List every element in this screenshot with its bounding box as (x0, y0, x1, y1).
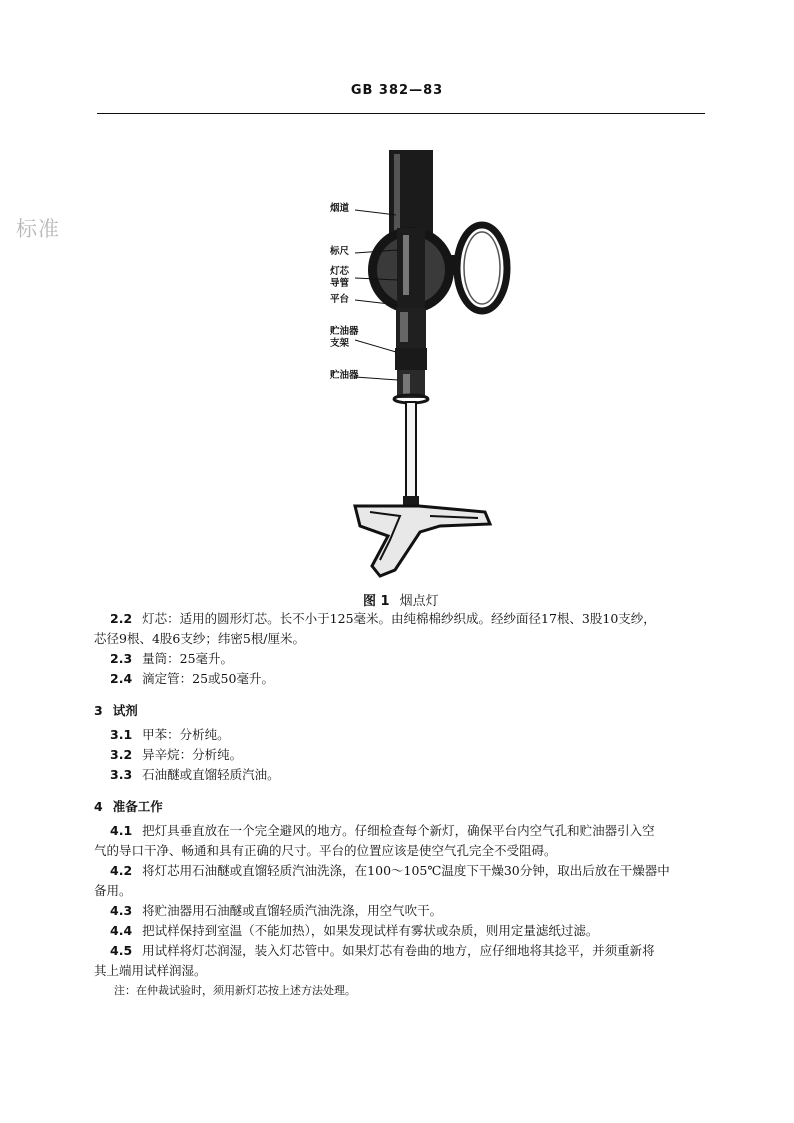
item-4-2 (94, 861, 718, 881)
item-number: 3.1 (110, 727, 133, 742)
item-text: 把灯具垂直放在一个完全避风的地方。仔细检查每个新灯，确保平台内空气孔和贮油器引入空 (142, 823, 655, 838)
item-3-2 (94, 745, 718, 765)
item-text: 量筒：25毫升。 (142, 651, 234, 666)
smoke-point-lamp-figure (300, 140, 540, 595)
item-number: 4.4 (110, 923, 133, 938)
figure-caption (363, 590, 439, 609)
item-4-5-continued: 其上端用试样润湿。 (94, 963, 207, 978)
item-text: 异辛烷：分析纯。 (142, 747, 243, 762)
item-2-3 (94, 649, 718, 669)
item-number: 3.3 (110, 767, 133, 782)
reservoir-support-shape (395, 348, 427, 370)
item-text: 甲苯：分析纯。 (142, 727, 230, 742)
item-number: 2.3 (110, 651, 133, 666)
label-scale: 标尺 (330, 246, 350, 257)
note: 注：在仲裁试验时，须用新灯芯按上述方法处理。 (114, 984, 356, 997)
stand-rod (406, 402, 416, 498)
item-number: 4.1 (110, 823, 133, 838)
label-reservoir-support: 贮油器 支架 (330, 326, 359, 349)
section-title: 准备工作 (112, 799, 163, 814)
item-text: 将贮油器用石油醚或直馏轻质汽油洗涤，用空气吹干。 (142, 903, 443, 918)
item-2-2-continued: 芯径9根、4股6支纱；纬密5根/厘米。 (94, 631, 306, 646)
figure-caption-text: 烟点灯 (399, 594, 439, 609)
header-rule (97, 113, 705, 114)
item-number: 4.5 (110, 943, 133, 958)
item-text: 将灯芯用石油醚或直馏轻质汽油洗涤，在100～105℃温度下干燥30分钟，取出后放在干燥器中 (142, 863, 670, 878)
item-number: 4.2 (110, 863, 133, 878)
item-3-3 (94, 765, 718, 785)
section-number: 3 (94, 703, 103, 718)
item-4-5 (94, 941, 718, 961)
watermark-stamp: 标准 (16, 217, 60, 241)
item-number: 4.3 (110, 903, 133, 918)
item-3-1 (94, 725, 718, 745)
item-4-2-continued: 备用。 (94, 883, 132, 898)
section-4-heading (94, 797, 718, 817)
section-3-heading (94, 701, 718, 721)
item-text: 用试样将灯芯润湿，装入灯芯管中。如果灯芯有卷曲的地方，应仔细地将其捻平，并须重新将 (142, 943, 655, 958)
item-text: 灯芯：适用的圆形灯芯。长不小于125毫米。由纯棉棉纱织成。经纱面径17根、3股10支纱， (142, 611, 656, 626)
item-4-4 (94, 921, 718, 941)
item-number: 2.2 (110, 611, 133, 626)
item-4-3 (94, 901, 718, 921)
section-number: 4 (94, 799, 103, 814)
tripod-base (355, 506, 490, 576)
item-number: 2.4 (110, 671, 133, 686)
item-4-1-continued: 气的导口干净、畅通和具有正确的尺寸。平台的位置应该是使空气孔完全不受阻碍。 (94, 843, 557, 858)
item-number: 3.2 (110, 747, 133, 762)
section-title: 试剂 (112, 703, 138, 718)
figure-caption-number: 图 1 (363, 594, 390, 609)
item-text: 把试样保持到室温（不能加热），如果发现试样有雾状或杂质，则用定量滤纸过滤。 (142, 923, 599, 938)
standard-number-header: GB 382—83 (350, 83, 444, 98)
label-reservoir: 贮油器 (330, 370, 359, 381)
label-chimney: 烟道 (330, 203, 350, 214)
item-2-4 (94, 669, 718, 689)
item-4-1 (94, 821, 718, 841)
item-2-2 (94, 609, 718, 629)
label-platform: 平台 (330, 294, 350, 305)
item-text: 石油醚或直馏轻质汽油。 (142, 767, 280, 782)
label-wick-tube: 灯芯 导管 (330, 266, 350, 289)
item-text: 滴定管：25或50毫升。 (142, 671, 274, 686)
document-body (94, 609, 718, 1001)
